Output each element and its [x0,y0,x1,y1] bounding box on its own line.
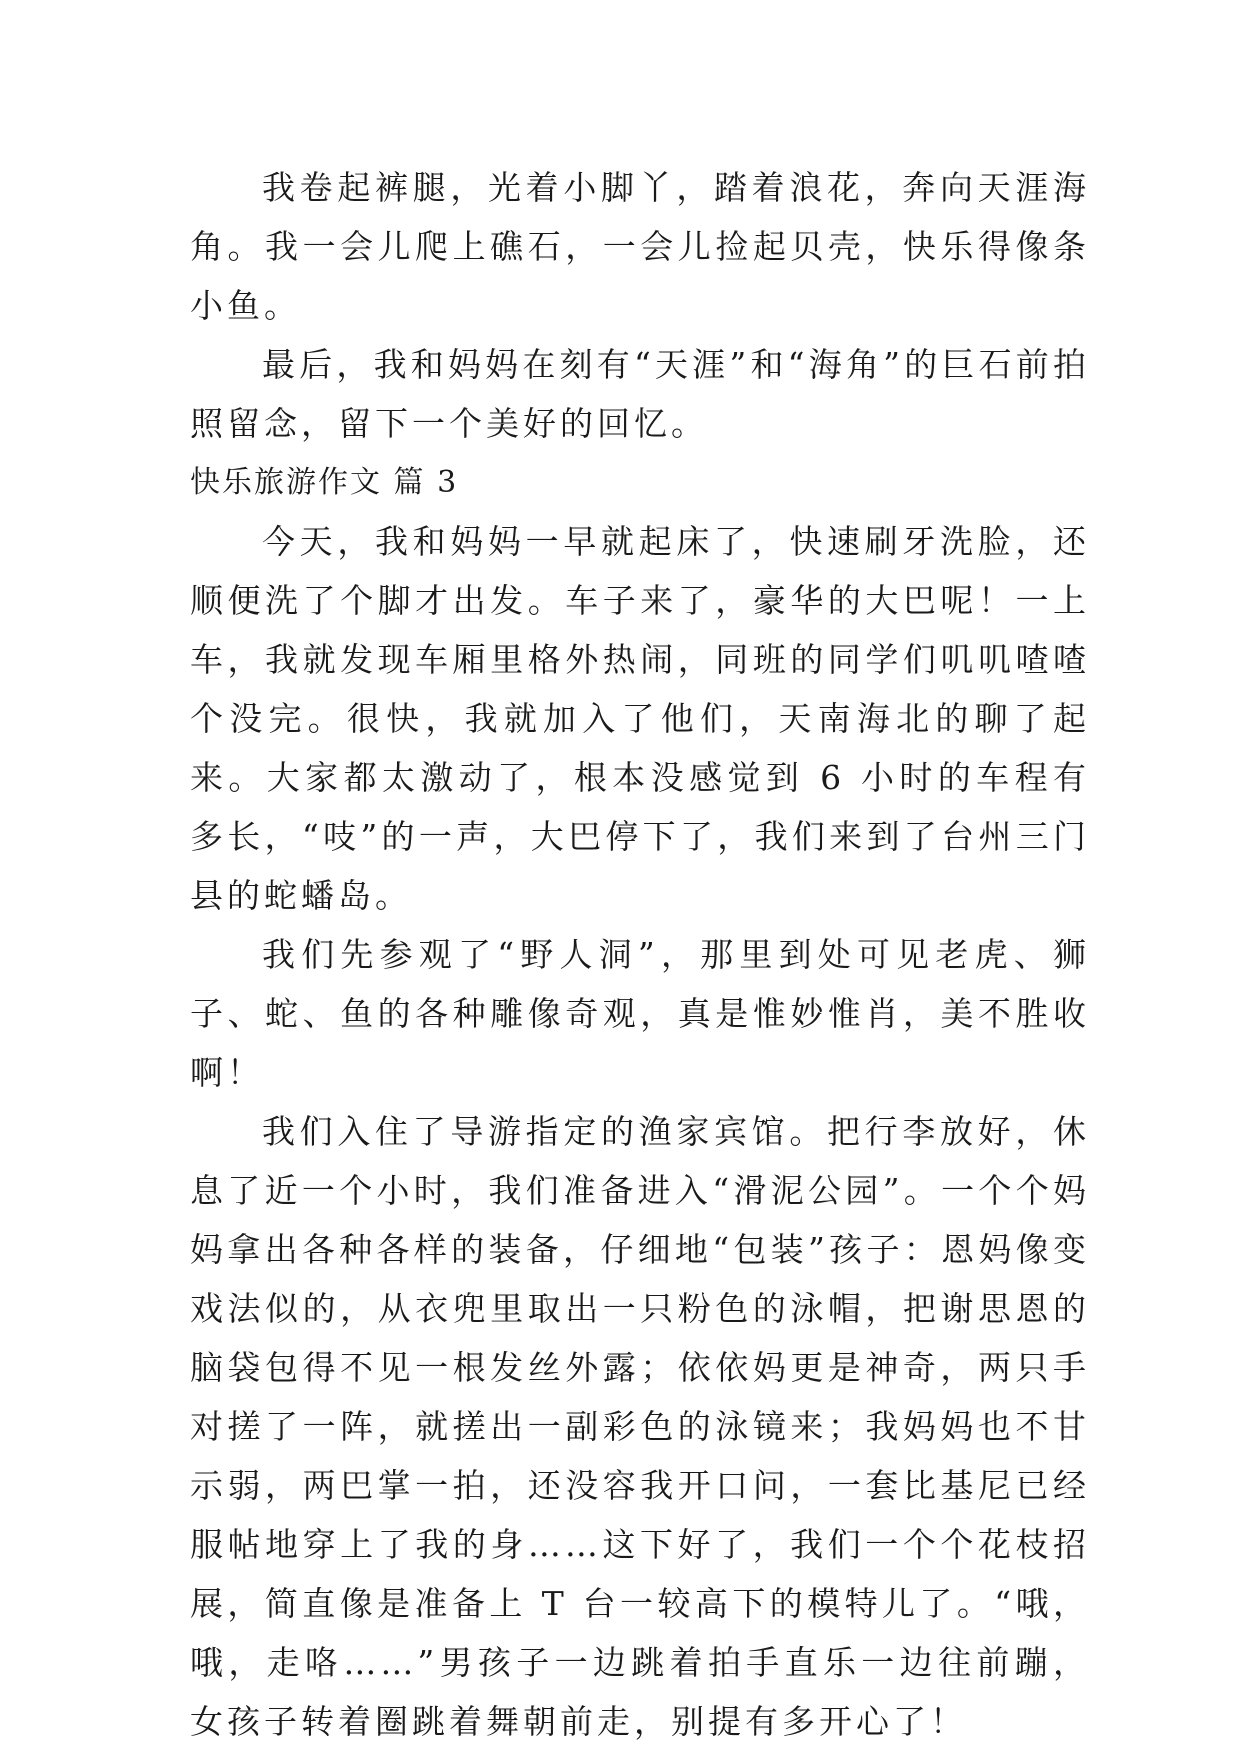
paragraph-cave: 我们先参观了“野人洞”，那里到处可见老虎、狮子、蛇、鱼的各种雕像奇观，真是惟妙惟肖，美不胜收啊！ [190,935,1090,1092]
paragraph-seaside: 我卷起裤腿，光着小脚丫，踏着浪花，奔向天涯海角。我一会儿爬上礁石，一会儿捡起贝壳，快乐得像条小鱼。 [190,168,1090,325]
paragraph-mud-park: 我们入住了导游指定的渔家宾馆。把行李放好，休息了近一个小时，我们准备进入“滑泥公园”。一个个妈妈拿出各种各样的装备，仔细地“包装”孩子：恩妈像变戏法似的，从衣兜里取出一只粉色的泳帽，把谢思恩的脑袋包得不见一根发丝外露；依依妈更是神奇，两只手对搓了一阵，就搓出一副彩色的泳镜来；我妈妈也不甘示弱，两巴掌一拍，还没容我开口问，一套比基尼已经服帖地穿上了我的身……这下好了，我们一个个花枝招展，简直像是准备上 T 台一较高下的模特儿了。“哦，哦，走咯……”男孩子一边跳着拍手直乐一边往前蹦，女孩子转着圈跳着舞朝前走，别提有多开心了！ [190,1112,1090,1741]
section-heading: 快乐旅游作文 篇 3 [190,465,459,500]
document-body [190,158,1090,1751]
paragraph-photo: 最后，我和妈妈在刻有“天涯”和“海角”的巨石前拍照留念，留下一个美好的回忆。 [190,345,1090,443]
paragraph-departure: 今天，我和妈妈一早就起床了，快速刷牙洗脸，还顺便洗了个脚才出发。车子来了，豪华的大巴呢！一上车，我就发现车厢里格外热闹，同班的同学们叽叽喳喳个没完。很快，我就加入了他们，天南海北的聊了起来。大家都太激动了，根本没感觉到 6 小时的车程有多长，“吱”的一声，大巴停下了，我们来到了台州三门县的蛇蟠岛。 [190,522,1090,915]
